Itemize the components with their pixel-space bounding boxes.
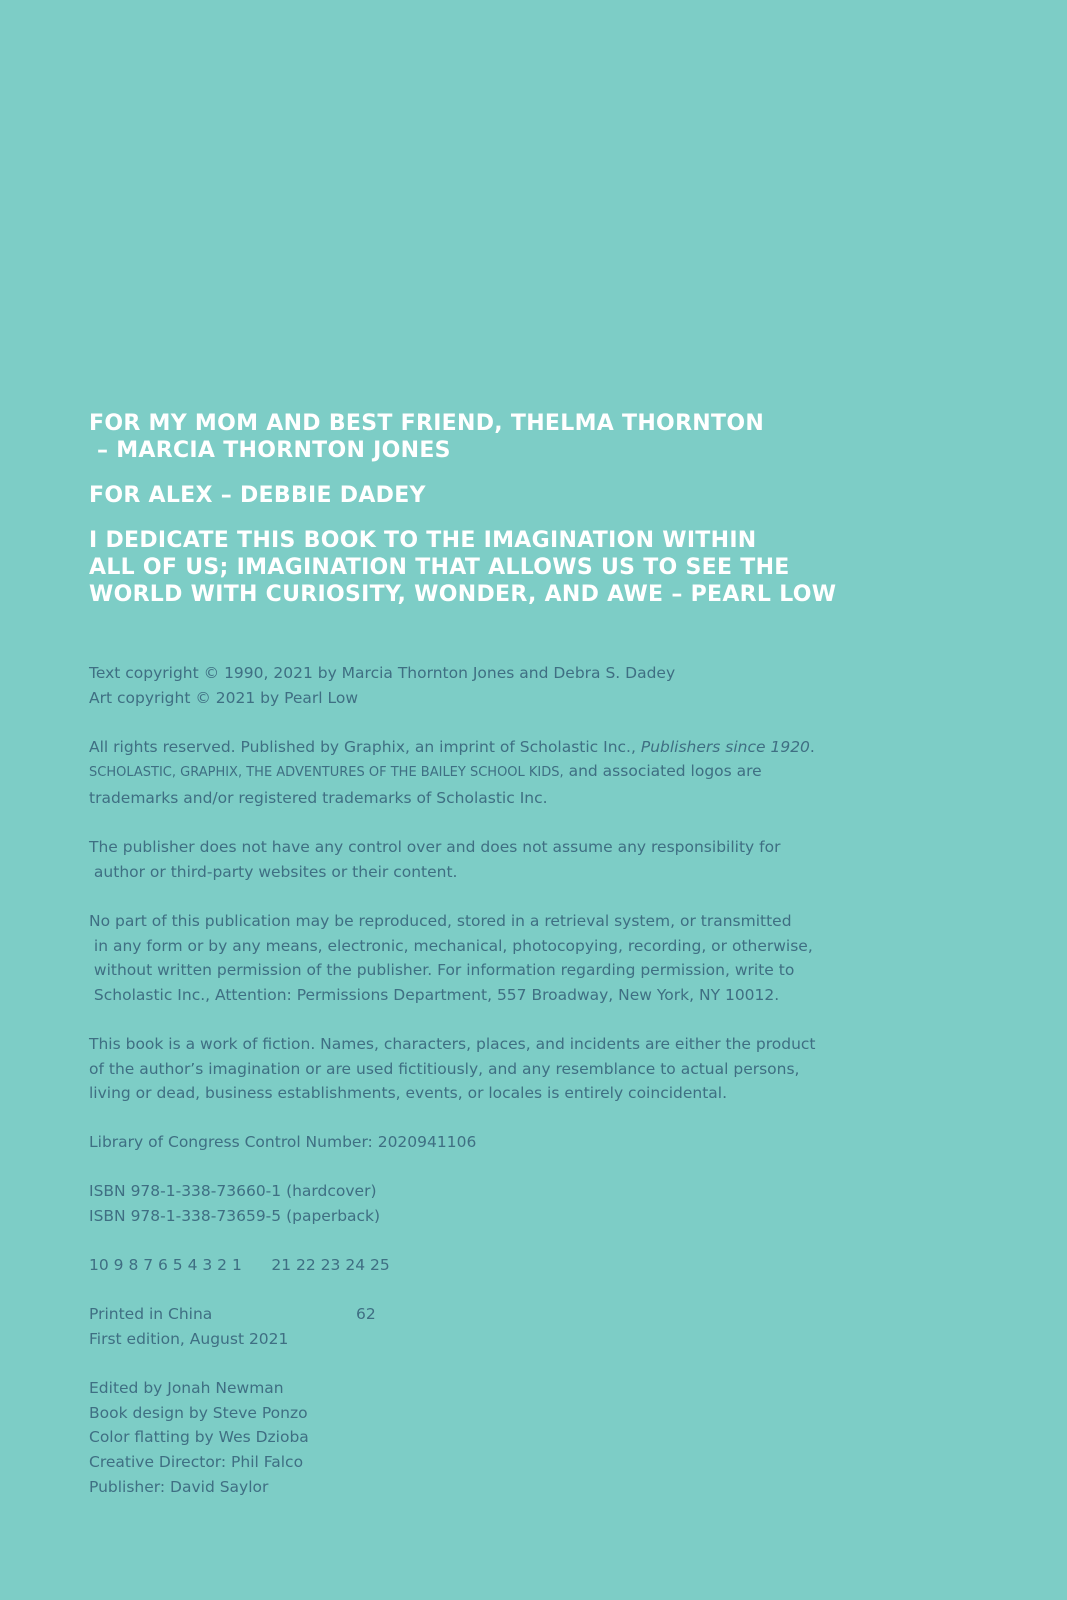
reproduction-line: Scholastic Inc., Attention: Permissions Department, 557 Broadway, New York, NY 10012. xyxy=(89,985,780,1004)
credit-line: Creative Director: Phil Falco xyxy=(89,1453,304,1471)
trademarks-line xyxy=(89,759,1009,786)
reproduction-notice xyxy=(89,909,1009,1007)
dedication-line: ALL OF US; IMAGINATION THAT ALLOWS US TO SEE THE xyxy=(89,555,790,580)
credit-line: Publisher: David Saylor xyxy=(89,1477,269,1496)
reproduction-line: in any form or by any means, electronic, mechanical, photocopying, recording, or otherwise, xyxy=(89,936,813,955)
dedication-line: WORLD WITH CURIOSITY, WONDER, AND AWE – PEARL LOW xyxy=(89,582,837,607)
trademarks-line-3: trademarks and/or registered trademarks of Scholastic Inc. xyxy=(89,788,548,807)
fiction-line: living or dead, business establishments, events, or locales is entirely coincidental. xyxy=(89,1084,728,1103)
first-edition: First edition, August 2021 xyxy=(89,1330,289,1349)
dedication-marcia xyxy=(89,410,989,464)
printed-row xyxy=(89,1302,1009,1327)
rights-period: . xyxy=(809,737,815,756)
printing-numbers: 10 9 8 7 6 5 4 3 2 1 21 22 23 24 25 xyxy=(89,1256,390,1275)
trademark-names: SCHOLASTIC, GRAPHIX, THE ADVENTURES OF THE BAILEY SCHOOL KIDS, xyxy=(89,765,564,781)
dedication-line: I DEDICATE THIS BOOK TO THE IMAGINATION WITHIN xyxy=(89,528,757,553)
reproduction-line: without written permission of the publisher. For information regarding permission, write to xyxy=(89,961,795,980)
disclaimer-line: author or third-party websites or their content. xyxy=(89,862,458,881)
dedication-debbie xyxy=(89,482,989,509)
dedication-line: – MARCIA THORNTON JONES xyxy=(89,438,451,463)
loc-number xyxy=(89,1130,1009,1155)
credits-block xyxy=(89,1376,1009,1499)
trademarks-rest: and associated logos are xyxy=(563,762,762,781)
rights-line xyxy=(89,735,1009,760)
isbn-block xyxy=(89,1179,1009,1228)
fiction-line: This book is a work of fiction. Names, characters, places, and incidents are either the product xyxy=(89,1034,816,1053)
credit-line: Color flatting by Wes Dzioba xyxy=(89,1428,309,1447)
publisher-disclaimer xyxy=(89,835,1009,884)
copyright-block xyxy=(89,661,1009,1524)
fiction-notice xyxy=(89,1032,1009,1106)
isbn-paperback: ISBN 978-1-338-73659-5 (paperback) xyxy=(89,1207,381,1226)
copyright-notice xyxy=(89,661,1009,710)
credit-line: Book design by Steve Ponzo xyxy=(89,1403,308,1422)
printing-line xyxy=(89,1253,1009,1278)
isbn-hardcover: ISBN 978-1-338-73660-1 (hardcover) xyxy=(89,1182,377,1201)
loc-line: Library of Congress Control Number: 2020941106 xyxy=(89,1133,477,1152)
disclaimer-line: The publisher does not have any control over and does not assume any responsibility for xyxy=(89,838,781,857)
fiction-line: of the author’s imagination or are used fictitiously, and any resemblance to actual persons, xyxy=(89,1059,800,1078)
reproduction-line: No part of this publication may be reproduced, stored in a retrieval system, or transmitted xyxy=(89,911,792,930)
dedication-line: FOR MY MOM AND BEST FRIEND, THELMA THORNTON xyxy=(89,411,765,436)
dedications xyxy=(89,410,989,626)
rights-text: All rights reserved. Published by Graphix, an imprint of Scholastic Inc., xyxy=(89,737,641,756)
dedication-line: FOR ALEX – DEBBIE DADEY xyxy=(89,483,426,508)
art-copyright: Art copyright © 2021 by Pearl Low xyxy=(89,688,359,707)
publishers-since: Publishers since 1920 xyxy=(640,737,810,756)
rights-reserved xyxy=(89,735,1009,811)
print-number: 62 xyxy=(356,1305,376,1324)
text-copyright: Text copyright © 1990, 2021 by Marcia Thornton Jones and Debra S. Dadey xyxy=(89,664,676,682)
credit-line: Edited by Jonah Newman xyxy=(89,1379,284,1398)
printed-in: Printed in China xyxy=(89,1305,213,1324)
dedication-pearl xyxy=(89,527,989,608)
printed-block xyxy=(89,1302,1009,1351)
